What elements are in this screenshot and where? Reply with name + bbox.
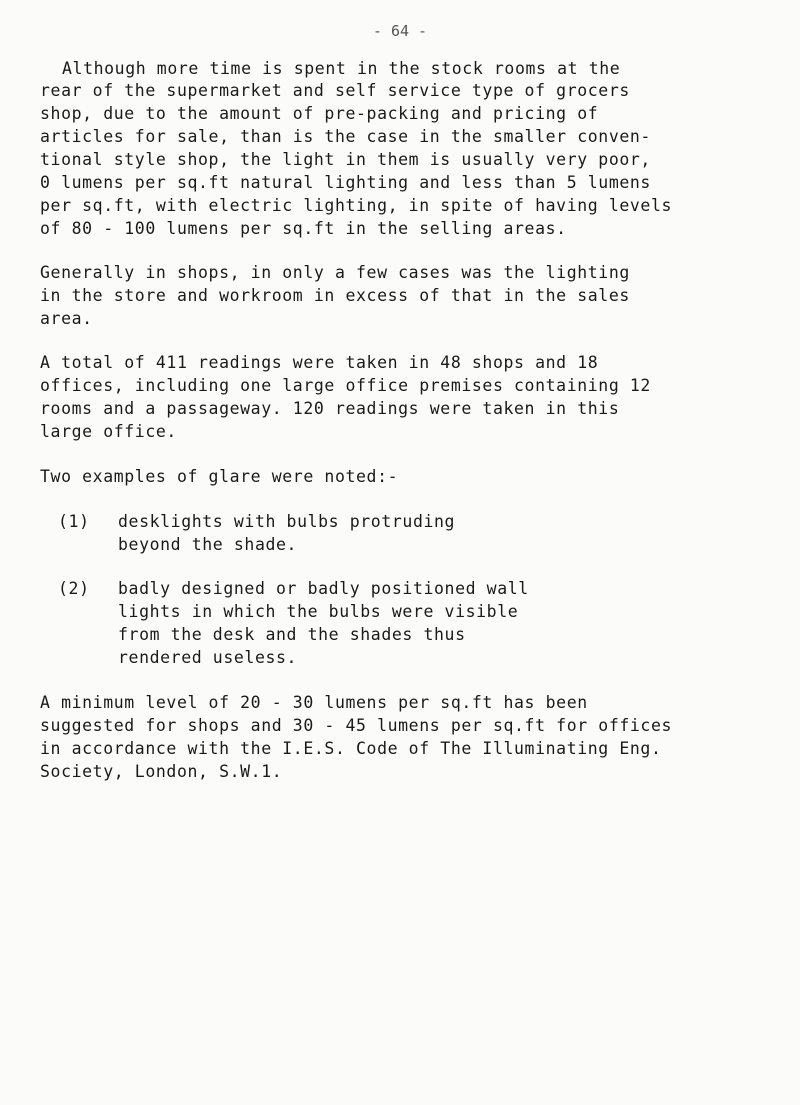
page-number: - 64 - <box>372 22 428 40</box>
list-item-line: badly designed or badly positioned wall <box>118 579 529 598</box>
list-item-line: beyond the shade. <box>118 535 298 554</box>
paragraph-1-line: Although more time is spent in the stock rooms at the <box>62 59 621 78</box>
paragraph-4-line: Two examples of glare were noted:- <box>40 467 399 486</box>
paragraph-3-line: offices, including one large office premises containing 12 <box>40 376 651 395</box>
paragraph-3-line: large office. <box>40 422 177 441</box>
paragraph-3-line: rooms and a passageway. 120 readings were taken in this <box>40 399 620 418</box>
paragraph-1-line: of 80 - 100 lumens per sq.ft in the selling areas. <box>40 219 567 238</box>
list-item-line: from the desk and the shades thus <box>118 625 466 644</box>
paragraph-5-line: suggested for shops and 30 - 45 lumens per sq.ft for offices <box>40 716 673 735</box>
paragraph-1-line: rear of the supermarket and self service type of grocers <box>40 81 630 100</box>
list-item-line: lights in which the bulbs were visible <box>118 602 519 621</box>
list-item-line: desklights with bulbs protruding <box>118 512 456 531</box>
list-item-number: (2) <box>58 579 90 598</box>
paragraph-2-line: in the store and workroom in excess of that in the sales <box>40 286 630 305</box>
paragraph-5-line: A minimum level of 20 - 30 lumens per sq.ft has been <box>40 693 588 712</box>
paragraph-1-line: 0 lumens per sq.ft natural lighting and less than 5 lumens <box>40 173 651 192</box>
list-item-number: (1) <box>58 512 90 531</box>
paragraph-5-line: in accordance with the I.E.S. Code of The Illuminating Eng. <box>40 739 662 758</box>
paragraph-2-line: Generally in shops, in only a few cases was the lighting <box>40 263 630 282</box>
paragraph-5-line: Society, London, S.W.1. <box>40 762 283 781</box>
paragraph-1-line: per sq.ft, with electric lighting, in spite of having levels <box>40 196 673 215</box>
paragraph-3-line: A total of 411 readings were taken in 48 shops and 18 <box>40 353 599 372</box>
paragraph-1-line: articles for sale, than is the case in the smaller conven- <box>40 127 651 146</box>
list-item-line: rendered useless. <box>118 648 298 667</box>
paragraph-1-line: tional style shop, the light in them is usually very poor, <box>40 150 651 169</box>
paragraph-1-line: shop, due to the amount of pre-packing and pricing of <box>40 104 599 123</box>
paragraph-2-line: area. <box>40 309 93 328</box>
